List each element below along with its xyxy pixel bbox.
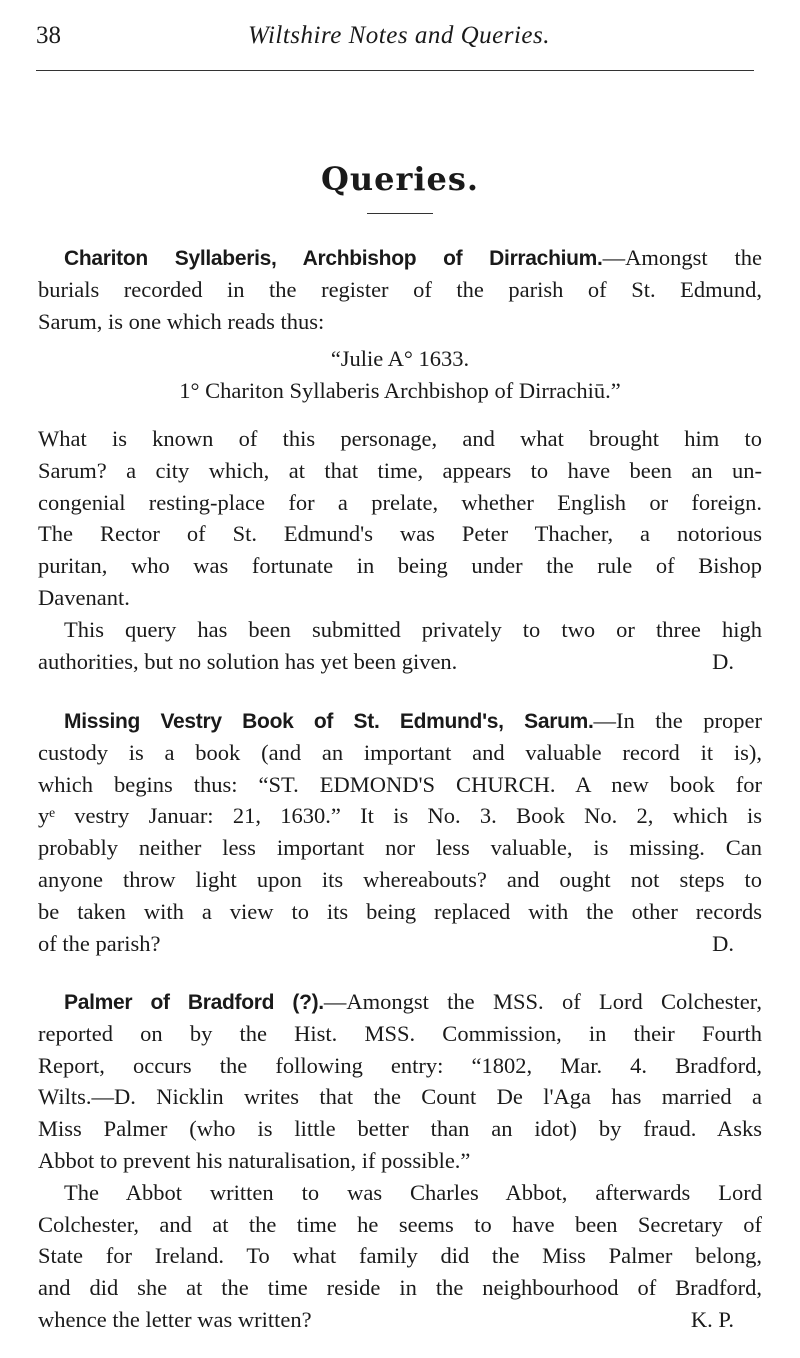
text-line [38,550,762,582]
line-text: Report, occurs the following entry: “1802, Mar. 4. Bradford, [38,1052,762,1078]
line-text: Colchester, and at the time he seems to have been Secretary of [38,1211,762,1237]
line-text: which begins thus: “ST. EDMOND'S CHURCH. A new book for [38,771,762,797]
paragraph [38,614,762,678]
text-line [38,306,762,338]
line-text: —In the proper [593,708,762,733]
line-text: Miss Palmer (who is little better than an idot) by fraud. Asks [38,1116,762,1142]
line-text: Sarum? a city which, at that time, appears to have been an un- [38,457,762,483]
title-rule [367,213,433,214]
line-text: Sarum, is one which reads thus: [38,308,325,334]
text-line [38,800,762,832]
text-line [38,518,762,550]
signature: D. [712,930,734,956]
text-line [38,423,762,455]
text-line [38,986,762,1018]
text-line [38,646,762,678]
paragraph [38,423,762,614]
text-line [38,1272,762,1304]
line-text: Wilts.—D. Nicklin writes that the Count De l'Aga has married a [38,1084,762,1110]
line-text: reported on by the Hist. MSS. Commission, in their Fourth [38,1020,762,1046]
paragraph [38,986,762,1177]
query-missing-vestry-book [38,705,762,959]
text-line [38,928,762,960]
signature: D. [712,648,734,674]
running-title: Wiltshire Notes and Queries. [248,22,550,49]
text-line [38,1018,762,1050]
text-line [38,582,762,614]
line-text: and did she at the time reside in the neighbourhood of Bradford, [38,1275,762,1301]
line-text: State for Ireland. To what family did the Miss Palmer belong, [38,1243,762,1269]
line-text: congenial resting-place for a prelate, whether English or foreign. [38,489,762,515]
text-line [38,705,762,737]
text-line [38,1304,762,1336]
line-text: probably neither less important nor less valuable, is missing. Can [38,835,762,861]
line-text: The Abbot written to was Charles Abbot, afterwards Lord [64,1179,762,1205]
line-text: This query has been submitted privately to two or three high [64,616,762,642]
query-chariton-syllaberis [38,242,762,677]
text-line [38,1081,762,1113]
text-line [38,1145,762,1177]
line-text: custody is a book (and an important and valuable record it is), [38,739,762,765]
text-line [38,1113,762,1145]
text-line [38,455,762,487]
header-rule [36,70,754,71]
line-text: yᵉ vestry Januar: 21, 1630.” It is No. 3. Book No. 2, which is [38,803,762,829]
text-line [38,274,762,306]
section-title: Queries. [320,160,480,198]
line-text: of the parish? [38,930,161,956]
line-text: whence the letter was written? [38,1306,312,1332]
query-heading: Palmer of Bradford (?). [64,991,324,1014]
spacer [38,407,762,423]
line-text: be taken with a view to its being replaced with the other records [38,898,762,924]
line-text: “Julie A° 1633. [330,346,470,372]
line-text: Davenant. [38,584,130,610]
line-text: authorities, but no solution has yet been given. [38,648,458,674]
line-text: Abbot to prevent his naturalisation, if possible.” [38,1147,471,1173]
line-text: puritan, who was fortunate in being under the rule of Bishop [38,553,762,579]
text-line [38,487,762,519]
text-line [38,737,762,769]
text-line [38,1240,762,1272]
text-line [38,614,762,646]
text-line [38,242,762,274]
text-line [38,1209,762,1241]
query-heading: Missing Vestry Book of St. Edmund's, Sarum. [64,710,594,733]
line-text: burials recorded in the register of the parish of St. Edmund, [38,276,762,302]
text-line [38,1177,762,1209]
text-line [38,769,762,801]
line-text: —Amongst the MSS. of Lord Colchester, [323,989,762,1014]
text-line [38,375,762,407]
text-line [38,896,762,928]
text-line [38,343,762,375]
query-heading: Chariton Syllaberis, Archbishop of Dirrachium. [64,247,603,270]
page-number: 38 [36,22,61,49]
line-text: The Rector of St. Edmund's was Peter Thacher, a notorious [38,521,762,547]
text-line [38,1050,762,1082]
query-palmer-of-bradford [38,986,762,1336]
line-text: What is known of this personage, and what brought him to [38,425,762,451]
line-text: 1° Chariton Syllaberis Archbishop of Dirrachiū.” [179,378,621,404]
paragraph [38,242,762,337]
signature: K. P. [690,1306,734,1332]
text-line [38,864,762,896]
paragraph [38,1177,762,1336]
quoted-entry [38,343,762,407]
line-text: —Amongst the [602,245,763,270]
paragraph [38,705,762,959]
running-header [36,22,762,58]
text-line [38,832,762,864]
line-text: anyone throw light upon its whereabouts? and ought not steps to [38,866,762,892]
